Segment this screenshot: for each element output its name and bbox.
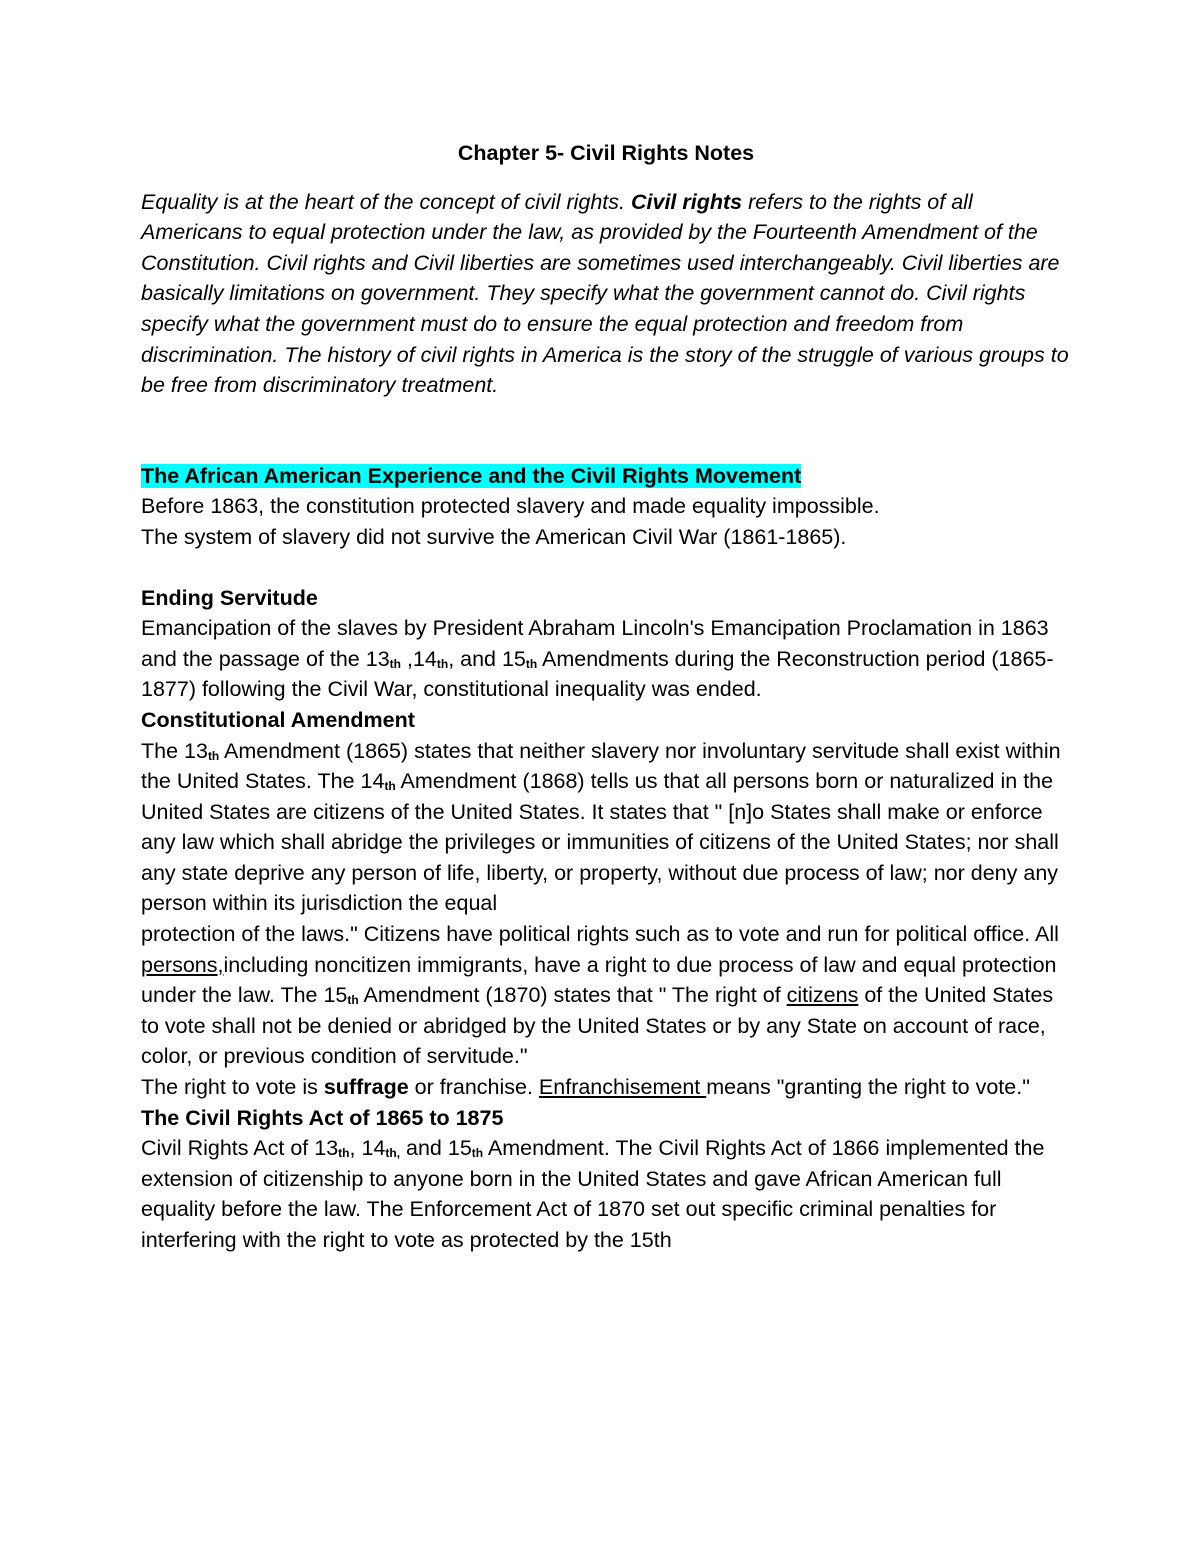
text: Civil Rights Act of 13 <box>141 1136 339 1161</box>
text: and 15 <box>400 1136 472 1161</box>
text: Amendment (1865) states that neither slavery nor involuntary servitude shall exist within the United States. The 14 <box>141 738 1061 794</box>
spacer <box>141 401 1071 461</box>
spacer <box>141 553 1071 583</box>
text: The right to vote is <box>141 1075 324 1100</box>
section1-line-2: The system of slavery did not survive the American Civil War (1861-1865). <box>141 524 847 549</box>
ordinal-suffix: th <box>338 1146 350 1161</box>
text: , 14 <box>349 1136 386 1161</box>
text: including noncitizen immigrants, have a right to due process of law and equal protection under the law. The 15 <box>141 952 1057 1008</box>
intro-paragraph <box>141 187 1071 401</box>
intro-text-2: refers to the rights of all Americans to equal protection under the law, as provided by the Fourteenth Amendment of the Constitution. Civil rights and Civil liberties are sometimes used interchangeably. Civil liberties are basically limitations on government. They specify what the government cannot do. Civil rights specify what the government must do to ensure the equal protection and freedom from discrimination. The history of civil rights in America is the story of the struggle of various groups to be free from discriminatory treatment. <box>141 189 1069 398</box>
page-title: Chapter 5- Civil Rights Notes <box>457 141 755 165</box>
ordinal-suffix: th <box>389 656 401 671</box>
heading-ending-servitude: Ending Servitude <box>141 585 318 610</box>
ordinal-suffix: th, <box>385 1146 401 1161</box>
highlighted-heading: The African American Experience and the Civil Rights Movement <box>141 463 802 488</box>
ordinal-suffix: th <box>207 748 220 763</box>
section-heading-african-american <box>141 461 1071 492</box>
text: Amendments during the Reconstruction period (1865-1877) following the Civil War, constitutional inequality was ended. <box>141 646 1054 702</box>
section1-line-1: Before 1863, the constitution protected slavery and made equality impossible. <box>141 494 880 519</box>
text: Amendment (1868) tells us that all persons born or naturalized in the United States are citizens of the United States. It states that " [n]o States shall make or enforce any law which shall abridge the privileges or immunities of citizens of the United States; nor shall any state deprive any person of life, liberty, or property, without due process of law; nor deny any person within its jurisdiction the equal <box>141 769 1059 916</box>
ordinal-suffix: th <box>471 1146 484 1161</box>
underlined-term-citizens: citizens <box>786 983 859 1008</box>
ordinal-suffix: th <box>347 993 359 1008</box>
constitutional-amendment-paragraph-3 <box>141 1072 1071 1103</box>
text: of the United States to vote shall not be denied or abridged by the United States or by any State on account of race, color, or previous condition of servitude." <box>141 983 1054 1069</box>
underlined-term-persons: persons, <box>141 952 224 977</box>
text: Emancipation of the slaves by President Abraham Lincoln's Emancipation Proclamation in 1863 and the passage of the 13 <box>141 616 1049 671</box>
ordinal-suffix: th <box>384 779 396 794</box>
text: The 13 <box>141 738 208 763</box>
text: protection of the laws." Citizens have political rights such as to vote and run for political office. All <box>141 922 1059 947</box>
underlined-term-enfranchisement: Enfranchisement <box>538 1075 707 1100</box>
text: means "granting the right to vote." <box>706 1075 1030 1100</box>
bold-term-suffrage: suffrage <box>323 1075 409 1100</box>
text: ,14 <box>400 646 437 671</box>
heading-constitutional-amendment: Constitutional Amendment <box>141 707 415 732</box>
text: Amendment (1870) states that " The right of <box>358 983 787 1008</box>
ordinal-suffix: th <box>525 656 538 671</box>
civil-rights-act-paragraph <box>141 1133 1071 1255</box>
heading-civil-rights-act: The Civil Rights Act of 1865 to 1875 <box>141 1105 504 1130</box>
document-page <box>141 138 1071 1256</box>
constitutional-amendment-paragraph-2 <box>141 919 1071 1072</box>
intro-bold-term: Civil rights <box>630 189 743 214</box>
text: or franchise. <box>408 1075 539 1100</box>
intro-text-1: Equality is at the heart of the concept of civil rights. <box>141 189 631 214</box>
ending-servitude-paragraph <box>141 613 1071 705</box>
text: Amendment. The Civil Rights Act of 1866 implemented the extension of citizenship to anyone born in the United States and gave African American full equality before the law. The Enforcement Act of 1870 set out specific criminal penalties for interfering with the right to vote as protected by the 15th <box>141 1136 1045 1252</box>
constitutional-amendment-paragraph-1 <box>141 736 1071 920</box>
text: , and 15 <box>448 646 526 671</box>
ordinal-suffix: th <box>436 656 449 671</box>
